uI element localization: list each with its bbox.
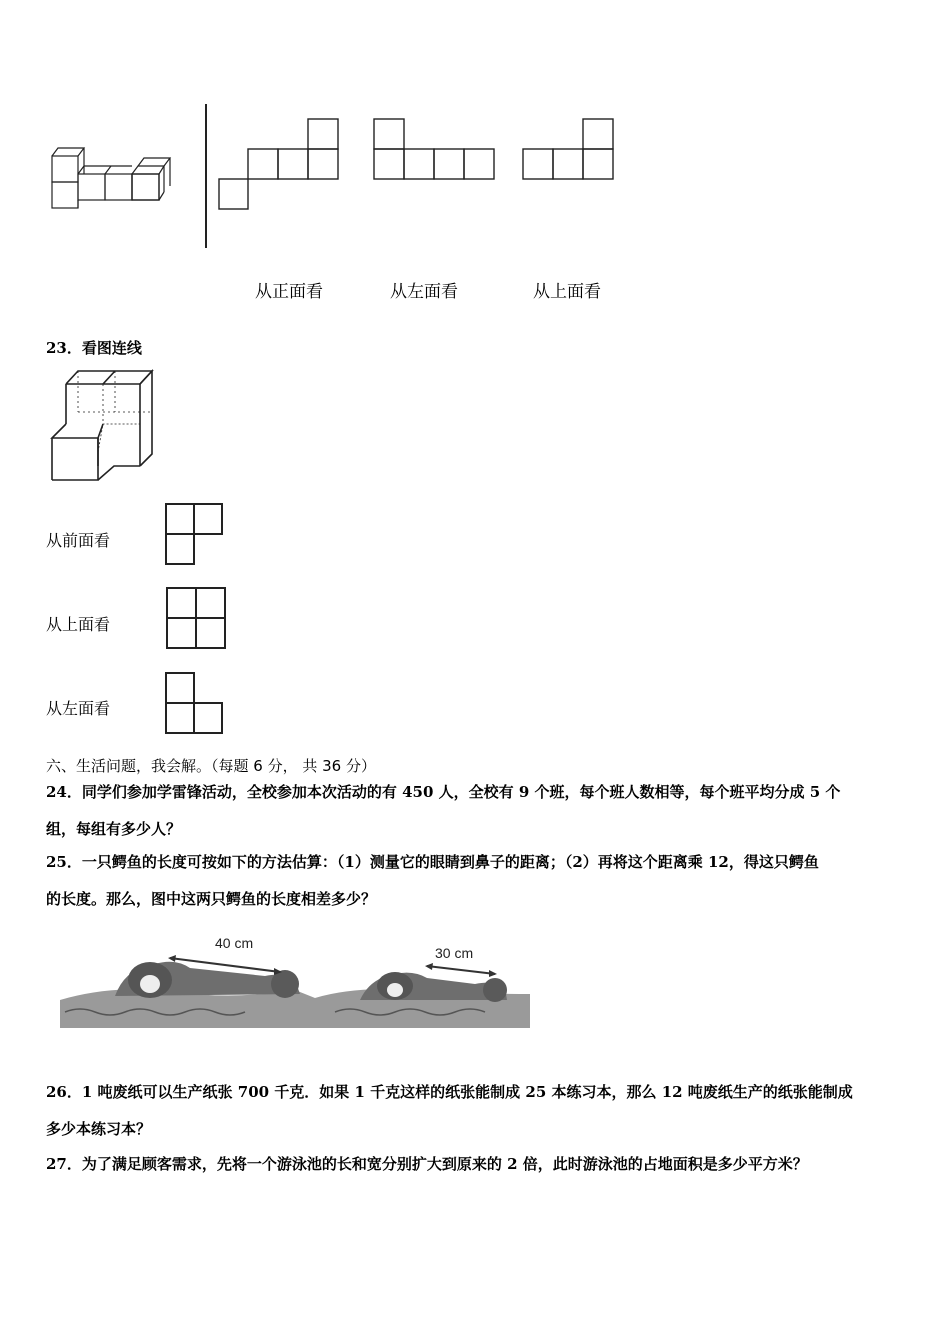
croc2-distance-label: 30 cm xyxy=(435,945,474,961)
q23-view-top-label: 从上面看 xyxy=(46,615,111,634)
q23-solid-figure xyxy=(44,366,158,486)
croc1-distance-label: 40 cm xyxy=(215,935,254,951)
q22-view-left-grid xyxy=(371,116,497,182)
q26-line2: 多少本练习本？ xyxy=(46,1120,152,1138)
q22-label-front: 从正面看 xyxy=(255,282,323,302)
q23-view-left-label: 从左面看 xyxy=(46,699,111,718)
q22-view-top-grid xyxy=(520,116,616,182)
q23-title: 23．看图连线 xyxy=(46,339,142,357)
q23-view-front-grid xyxy=(162,501,226,567)
q22-divider xyxy=(205,104,207,248)
q22-view-front-grid xyxy=(216,116,342,212)
q24-line2: 组，每组有多少人？ xyxy=(46,820,182,838)
section6-heading: 六、生活问题，我会解。（每题 6 分， 共 36 分） xyxy=(46,757,376,775)
q24-line1: 24．同学们参加学雷锋活动，全校参加本次活动的有 450 人，全校有 9 个班，每个班人数相等，每个班平均分成 5 个 xyxy=(46,783,841,801)
q22-cube-solid-figure xyxy=(48,146,183,212)
q22-label-top: 从上面看 xyxy=(533,282,601,302)
q25-line2: 的长度。那么，图中这两只鳄鱼的长度相差多少？ xyxy=(46,890,377,908)
q23-view-left-grid xyxy=(162,670,226,736)
q25-line1: 25．一只鳄鱼的长度可按如下的方法估算：（1）测量它的眼睛到鼻子的距离；（2）再将这个距离乘 12，得这只鳄鱼 xyxy=(46,853,819,871)
q23-view-top-grid xyxy=(163,585,229,651)
q26-line1: 26．1 吨废纸可以生产纸张 700 千克．如果 1 千克这样的纸张能制成 25 本练习本，那么 12 吨废纸生产的纸张能制成 xyxy=(46,1083,853,1101)
q27-line1: 27．为了满足顾客需求，先将一个游泳池的长和宽分别扩大到原来的 2 倍，此时游泳池的占地面积是多少平方米？ xyxy=(46,1155,808,1173)
crocodile-photo xyxy=(55,928,535,1033)
q23-view-front-label: 从前面看 xyxy=(46,531,111,550)
q22-label-left: 从左面看 xyxy=(390,282,458,302)
